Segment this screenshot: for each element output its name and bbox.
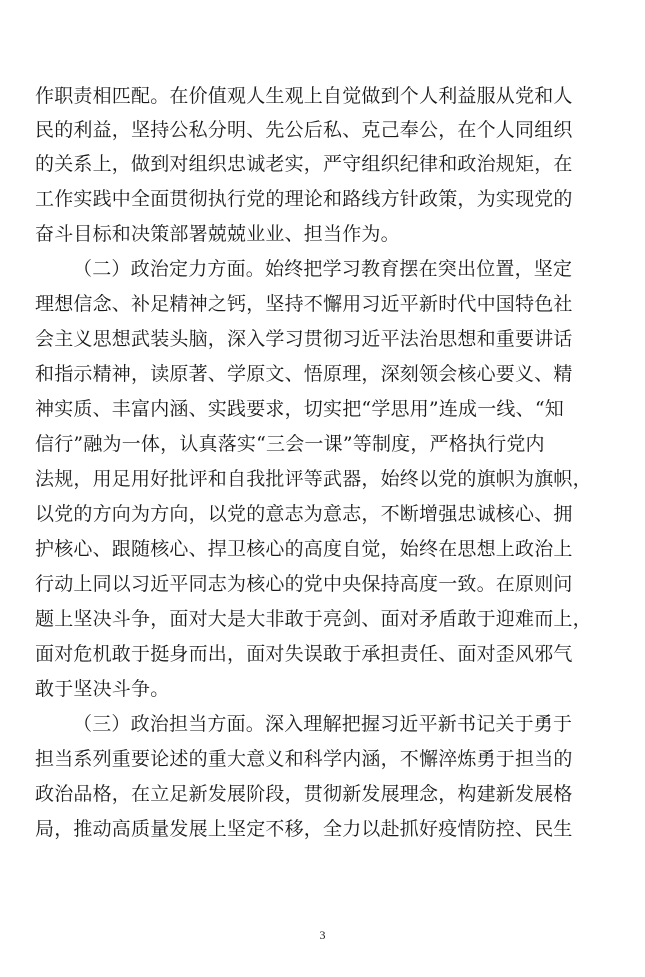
text-line: 面对危机敢于挺身而出，面对失误敢于承担责任、面对歪风邪气 bbox=[35, 643, 573, 665]
section-heading-line: （三）政治担当方面。深入理解把握习近平新书记关于勇于 bbox=[73, 713, 573, 735]
text-line: 会主义思想武装头脑，深入学习贯彻习近平法治思想和重要讲话 bbox=[35, 328, 573, 350]
text-line: 奋斗目标和决策部署兢兢业业、担当作为。 bbox=[35, 223, 400, 245]
text-line: 担当系列重要论述的重大意义和科学内涵，不懈淬炼勇于担当的 bbox=[35, 748, 573, 770]
text-line: 敢于坚决斗争。 bbox=[35, 678, 170, 700]
text-line: 以党的方向为方向，以党的意志为意志，不断增强忠诚核心、拥 bbox=[35, 503, 573, 525]
text-line: 题上坚决斗争，面对大是大非敢于亮剑、面对矛盾敢于迎难而上， bbox=[35, 608, 592, 630]
section-heading-line: （二）政治定力方面。始终把学习教育摆在突出位置，坚定 bbox=[73, 258, 573, 280]
text-line: 行动上同以习近平同志为核心的党中央保持高度一致。在原则问 bbox=[35, 573, 573, 595]
text-line: 理想信念、补足精神之钙，坚持不懈用习近平新时代中国特色社 bbox=[35, 293, 573, 315]
text-line: 政治品格，在立足新发展阶段，贯彻新发展理念，构建新发展格 bbox=[35, 783, 573, 805]
text-line: 护核心、跟随核心、捍卫核心的高度自觉，始终在思想上政治上 bbox=[35, 538, 573, 560]
text-line: 作职责相匹配。在价值观人生观上自觉做到个人利益服从党和人 bbox=[35, 85, 573, 107]
text-line: 局，推动高质量发展上坚定不移，全力以赴抓好疫情防控、民生 bbox=[35, 818, 573, 840]
text-line: 信行”融为一体，认真落实“三会一课”等制度，严格执行党内 bbox=[35, 433, 545, 455]
text-line: 法规，用足用好批评和自我批评等武器，始终以党的旗帜为旗帜， bbox=[35, 468, 592, 490]
text-line: 的关系上，做到对组织忠诚老实，严守组织纪律和政治规矩，在 bbox=[35, 153, 573, 175]
text-line: 工作实践中全面贯彻执行党的理论和路线方针政策，为实现党的 bbox=[35, 188, 573, 210]
text-line: 民的利益，坚持公私分明、先公后私、克己奉公，在个人同组织 bbox=[35, 119, 573, 141]
text-line: 和指示精神，读原著、学原文、悟原理，深刻领会核心要义、精 bbox=[35, 363, 573, 385]
text-line: 神实质、丰富内涵、实践要求，切实把“学思用”连成一线、“知 bbox=[35, 398, 564, 420]
page-number: 3 bbox=[319, 928, 326, 942]
